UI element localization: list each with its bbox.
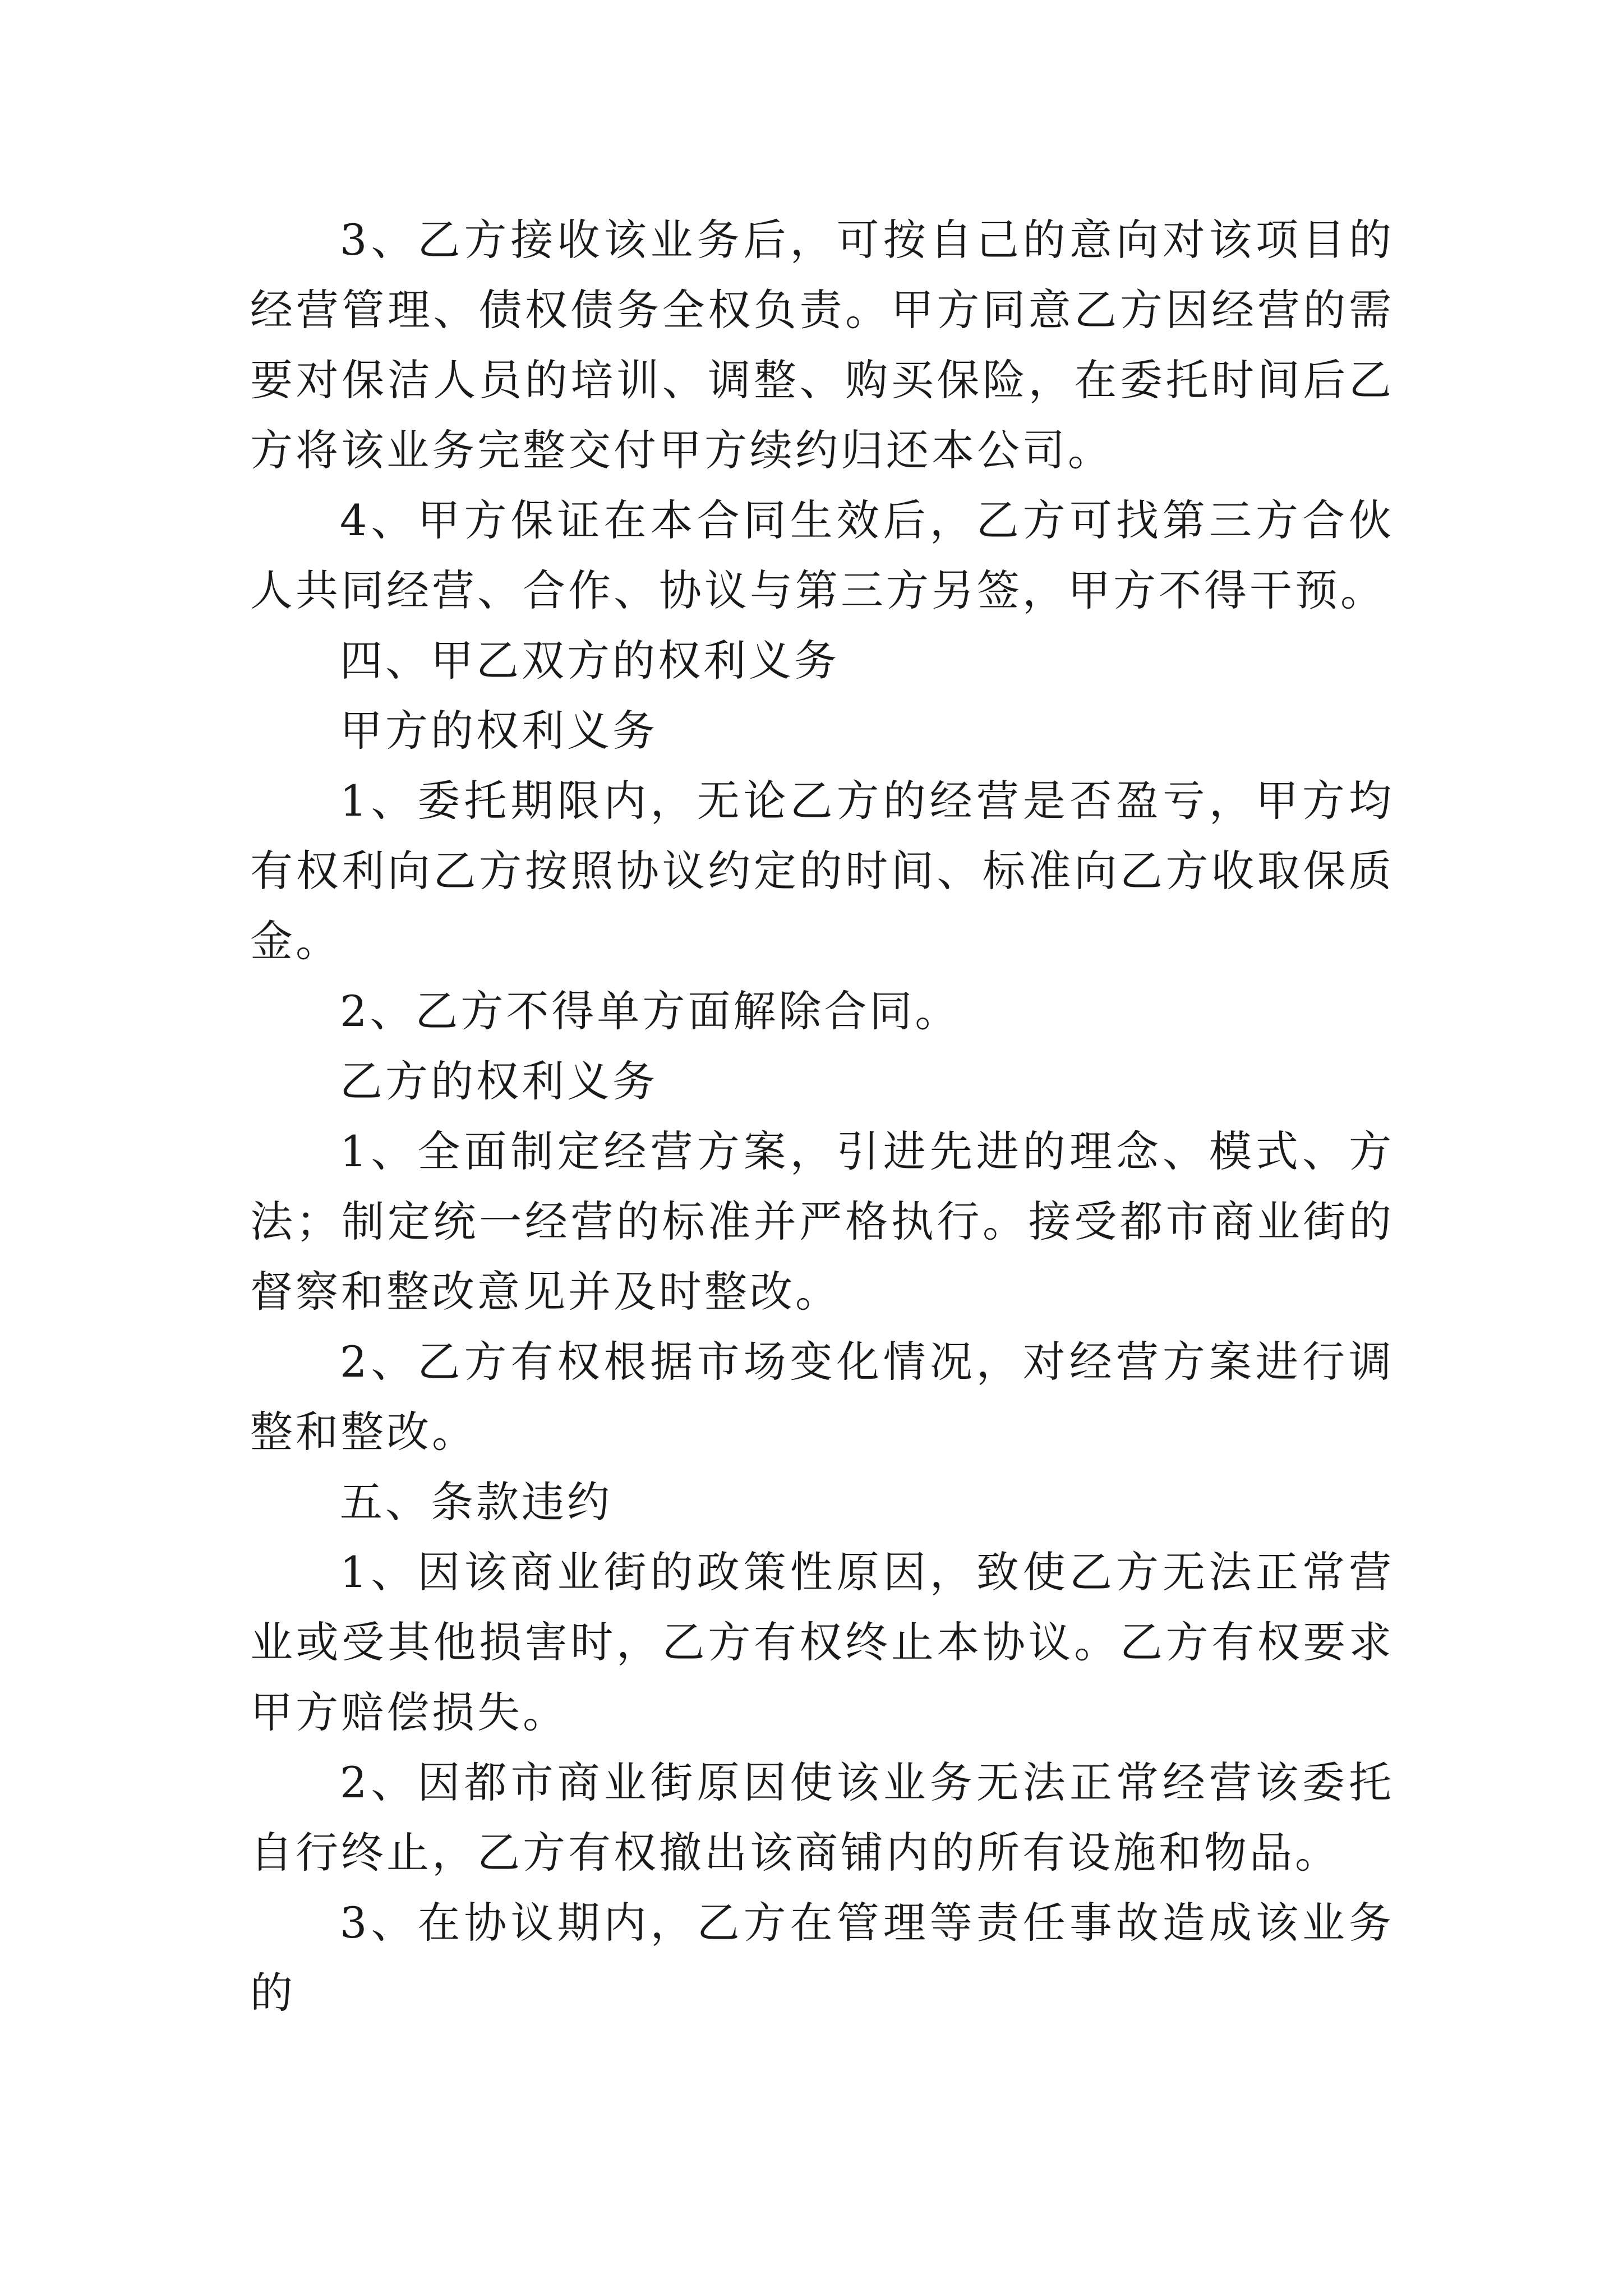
paragraph-breach-3: 3、在协议期内，乙方在管理等责任事故造成该业务的 xyxy=(250,1898,1394,2018)
paragraph-party-b-2: 2、乙方有权根据市场变化情况，对经营方案进行调整和整改。 xyxy=(250,1337,1394,1457)
document-body xyxy=(250,205,1394,2028)
subheading-party-b: 乙方的权利义务 xyxy=(340,1056,658,1106)
paragraph-party-b-1: 1、全面制定经营方案，引进先进的理念、模式、方法；制定统一经营的标准并严格执行。接受都市商业街的督察和整改意见并及时整改。 xyxy=(250,1126,1394,1317)
paragraph-breach-2: 2、因都市商业街原因使该业务无法正常经营该委托自行终止，乙方有权撤出该商铺内的所有设施和物品。 xyxy=(250,1757,1394,1878)
paragraph-item-4: 4、甲方保证在本合同生效后，乙方可找第三方合伙人共同经营、合作、协议与第三方另签，甲方不得干预。 xyxy=(250,495,1394,615)
paragraph-party-a-1: 1、委托期限内，无论乙方的经营是否盈亏，甲方均有权利向乙方按照协议约定的时间、标准向乙方收取保质金。 xyxy=(250,776,1394,966)
paragraph-item-3: 3、乙方接收该业务后，可按自己的意向对该项目的经营管理、债权债务全权负责。甲方同意乙方因经营的需要对保洁人员的培训、调整、购买保险，在委托时间后乙方将该业务完整交付甲方续约归还本公司。 xyxy=(250,215,1394,475)
paragraph-party-a-2: 2、乙方不得单方面解除合同。 xyxy=(340,986,961,1036)
subheading-party-a: 甲方的权利义务 xyxy=(340,706,658,756)
paragraph-breach-1: 1、因该商业街的政策性原因，致使乙方无法正常营业或受其他损害时，乙方有权终止本协议。乙方有权要求甲方赔偿损失。 xyxy=(250,1547,1394,1737)
section-heading-4: 四、甲乙双方的权利义务 xyxy=(340,636,840,685)
section-heading-5: 五、条款违约 xyxy=(340,1477,612,1527)
